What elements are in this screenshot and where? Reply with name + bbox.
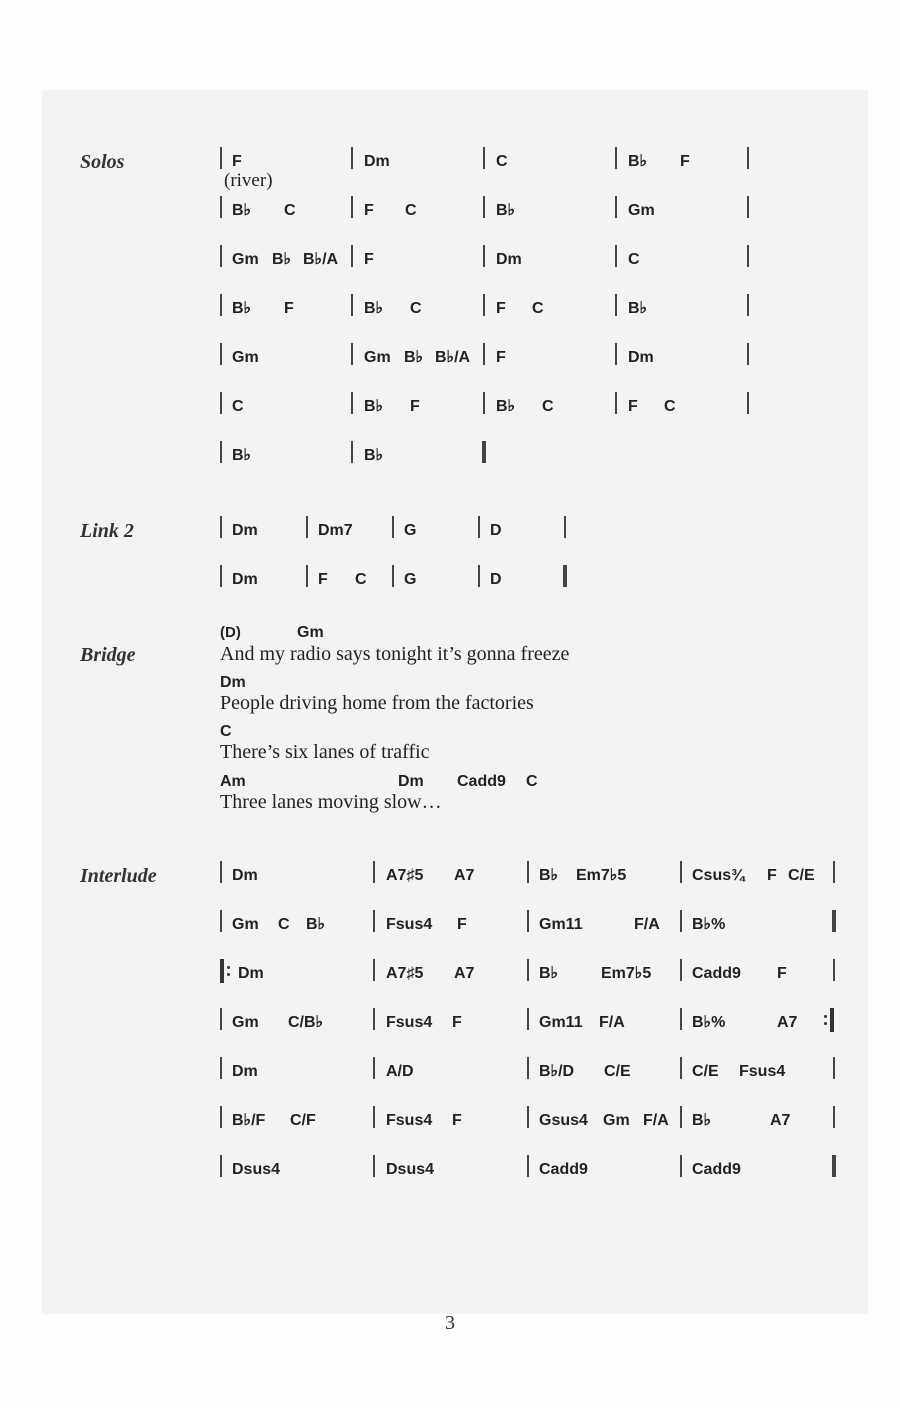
section-label-solos: Solos — [80, 151, 125, 173]
barline — [527, 959, 529, 981]
start-repeat-sign — [220, 959, 230, 983]
chord: B♭ — [539, 867, 559, 884]
chord: Em7♭5 — [576, 867, 627, 884]
chord: Gm — [628, 202, 655, 219]
barline — [220, 441, 222, 463]
barline — [833, 1106, 835, 1128]
chord: F — [767, 867, 777, 884]
final-barline — [563, 565, 567, 587]
barline — [351, 245, 353, 267]
barline — [680, 1106, 682, 1128]
chord: Gm — [364, 349, 391, 366]
barline — [351, 196, 353, 218]
barline — [220, 343, 222, 365]
chord: Dm — [364, 153, 390, 170]
chord: Gm11 — [539, 916, 583, 933]
chord: C — [496, 153, 508, 170]
chord: Dm — [628, 349, 654, 366]
chord: Fsus4 — [739, 1063, 786, 1080]
barline — [527, 861, 529, 883]
chord: Am — [220, 773, 246, 790]
chord: F — [364, 251, 374, 268]
annotation-river: (river) — [224, 170, 273, 191]
barline — [615, 294, 617, 316]
chord: B♭ — [232, 447, 252, 464]
chord: C/B♭ — [288, 1014, 324, 1031]
barline — [833, 1057, 835, 1079]
chord: B♭% — [692, 1014, 726, 1031]
chord: C/F — [290, 1112, 316, 1129]
chord: C/E — [604, 1063, 631, 1080]
chord: F — [680, 153, 690, 170]
chord: C — [355, 571, 367, 588]
chord: B♭ — [628, 153, 648, 170]
chord: Dm — [232, 571, 258, 588]
chord: Dm7 — [318, 522, 353, 539]
barline — [220, 392, 222, 414]
barline — [373, 1008, 375, 1030]
barline — [392, 516, 394, 538]
lyric-line: And my radio says tonight it’s gonna freeze — [220, 643, 570, 665]
chord: C/E — [692, 1063, 719, 1080]
chord: B♭% — [692, 916, 726, 933]
chord: A7♯5 — [386, 965, 424, 982]
barline — [478, 516, 480, 538]
barline — [220, 1008, 222, 1030]
barline — [373, 1106, 375, 1128]
barline — [615, 147, 617, 169]
barline — [220, 147, 222, 169]
barline — [351, 441, 353, 463]
barline — [220, 196, 222, 218]
barline — [747, 392, 749, 414]
chord: Csus¾ — [692, 867, 745, 884]
barline — [527, 910, 529, 932]
chord: Cadd9 — [692, 965, 741, 982]
barline — [615, 245, 617, 267]
chord: C/E — [788, 867, 815, 884]
barline — [351, 147, 353, 169]
barline — [483, 147, 485, 169]
chord: D — [490, 522, 502, 539]
barline — [680, 1008, 682, 1030]
chord: B♭ — [272, 251, 292, 268]
barline — [747, 343, 749, 365]
page-number: 3 — [445, 1312, 455, 1334]
barline — [373, 861, 375, 883]
barline — [527, 1155, 529, 1177]
chord: F — [777, 965, 787, 982]
barline — [220, 1106, 222, 1128]
barline — [351, 294, 353, 316]
chord: F — [364, 202, 374, 219]
chord: Cadd9 — [457, 773, 506, 790]
chord: A7♯5 — [386, 867, 424, 884]
chord: F — [628, 398, 638, 415]
barline — [615, 392, 617, 414]
chord: Dsus4 — [232, 1161, 281, 1178]
barline — [306, 516, 308, 538]
barline — [527, 1106, 529, 1128]
chord: C — [232, 398, 244, 415]
chord: B♭ — [232, 300, 252, 317]
chord: A/D — [386, 1063, 414, 1080]
chord: G — [404, 571, 417, 588]
barline — [220, 516, 222, 538]
chord: B♭/F — [232, 1112, 266, 1129]
barline — [615, 196, 617, 218]
chord: F/A — [634, 916, 660, 933]
chord: F/A — [643, 1112, 669, 1129]
chord: Dm — [238, 965, 264, 982]
barline — [747, 245, 749, 267]
chord: B♭ — [692, 1112, 712, 1129]
section-label-interlude: Interlude — [80, 865, 157, 887]
chord: F — [457, 916, 467, 933]
chord: Em7♭5 — [601, 965, 652, 982]
barline — [680, 861, 682, 883]
chord: B♭/A — [435, 349, 471, 366]
chord: B♭ — [539, 965, 559, 982]
chord: B♭ — [364, 300, 384, 317]
lyric-line: There’s six lanes of traffic — [220, 741, 430, 763]
chord: Gm — [232, 1014, 259, 1031]
chord: B♭ — [364, 447, 384, 464]
final-barline — [832, 1155, 836, 1177]
chord: Dm — [232, 1063, 258, 1080]
chord: A7 — [454, 867, 475, 884]
barline — [220, 294, 222, 316]
lyric-line: People driving home from the factories — [220, 692, 534, 714]
chord: C — [410, 300, 422, 317]
barline — [680, 959, 682, 981]
chord: (D) — [220, 624, 241, 641]
chord: A7 — [770, 1112, 791, 1129]
chord: B♭ — [306, 916, 326, 933]
chord: F — [284, 300, 294, 317]
barline — [373, 1057, 375, 1079]
chord: B♭ — [404, 349, 424, 366]
chord: B♭ — [496, 398, 516, 415]
section-label-link2: Link 2 — [80, 520, 134, 542]
barline — [483, 343, 485, 365]
barline — [833, 861, 835, 883]
chord: F — [232, 153, 242, 170]
chord: Dm — [232, 867, 258, 884]
chord: C — [526, 773, 538, 790]
barline — [306, 565, 308, 587]
chord: A7 — [454, 965, 475, 982]
chord: Gm — [232, 916, 259, 933]
barline — [527, 1008, 529, 1030]
chord: Gm — [603, 1112, 630, 1129]
chord: B♭/A — [303, 251, 339, 268]
chord: Fsus4 — [386, 1112, 433, 1129]
barline — [680, 910, 682, 932]
barline — [833, 959, 835, 981]
barline — [747, 294, 749, 316]
barline — [478, 565, 480, 587]
chord: Fsus4 — [386, 916, 433, 933]
chord: C — [284, 202, 296, 219]
chord: C — [542, 398, 554, 415]
final-barline — [832, 910, 836, 932]
chord: F — [410, 398, 420, 415]
barline — [220, 565, 222, 587]
barline — [392, 565, 394, 587]
chord: B♭/D — [539, 1063, 575, 1080]
barline — [747, 147, 749, 169]
chord: Dsus4 — [386, 1161, 435, 1178]
chord: G — [404, 522, 417, 539]
chord: Gm — [297, 624, 324, 641]
chord: F — [452, 1014, 462, 1031]
barline — [680, 1155, 682, 1177]
lyric-line: Three lanes moving slow… — [220, 791, 442, 813]
barline — [680, 1057, 682, 1079]
chord: Gm — [232, 349, 259, 366]
final-barline — [482, 441, 486, 463]
barline — [373, 1155, 375, 1177]
barline — [483, 392, 485, 414]
barline — [615, 343, 617, 365]
barline — [220, 861, 222, 883]
chord: A7 — [777, 1014, 798, 1031]
chord: Dm — [220, 674, 246, 691]
chord: C — [220, 723, 232, 740]
chord: Fsus4 — [386, 1014, 433, 1031]
chord: F/A — [599, 1014, 625, 1031]
section-label-bridge: Bridge — [80, 644, 136, 666]
chord: B♭ — [628, 300, 648, 317]
chord: C — [405, 202, 417, 219]
barline — [483, 196, 485, 218]
barline — [351, 392, 353, 414]
barline — [220, 1057, 222, 1079]
barline — [483, 245, 485, 267]
chord: C — [532, 300, 544, 317]
barline — [373, 910, 375, 932]
chord: B♭ — [232, 202, 252, 219]
chord: C — [664, 398, 676, 415]
barline — [483, 294, 485, 316]
barline — [564, 516, 566, 538]
chord: Cadd9 — [692, 1161, 741, 1178]
chord: Gsus4 — [539, 1112, 588, 1129]
barline — [527, 1057, 529, 1079]
chord: F — [496, 349, 506, 366]
chord: F — [496, 300, 506, 317]
chord: C — [628, 251, 640, 268]
chord: C — [278, 916, 290, 933]
chord: Gm — [232, 251, 259, 268]
chord: Cadd9 — [539, 1161, 588, 1178]
chord: Dm — [496, 251, 522, 268]
barline — [220, 910, 222, 932]
barline — [373, 959, 375, 981]
chord: F — [318, 571, 328, 588]
chord: B♭ — [496, 202, 516, 219]
chord: Dm — [398, 773, 424, 790]
chord: B♭ — [364, 398, 384, 415]
barline — [220, 245, 222, 267]
barline — [220, 1155, 222, 1177]
barline — [351, 343, 353, 365]
chord: D — [490, 571, 502, 588]
chord: F — [452, 1112, 462, 1129]
end-repeat-sign — [824, 1008, 834, 1032]
chord: Gm11 — [539, 1014, 583, 1031]
chord: Dm — [232, 522, 258, 539]
barline — [747, 196, 749, 218]
